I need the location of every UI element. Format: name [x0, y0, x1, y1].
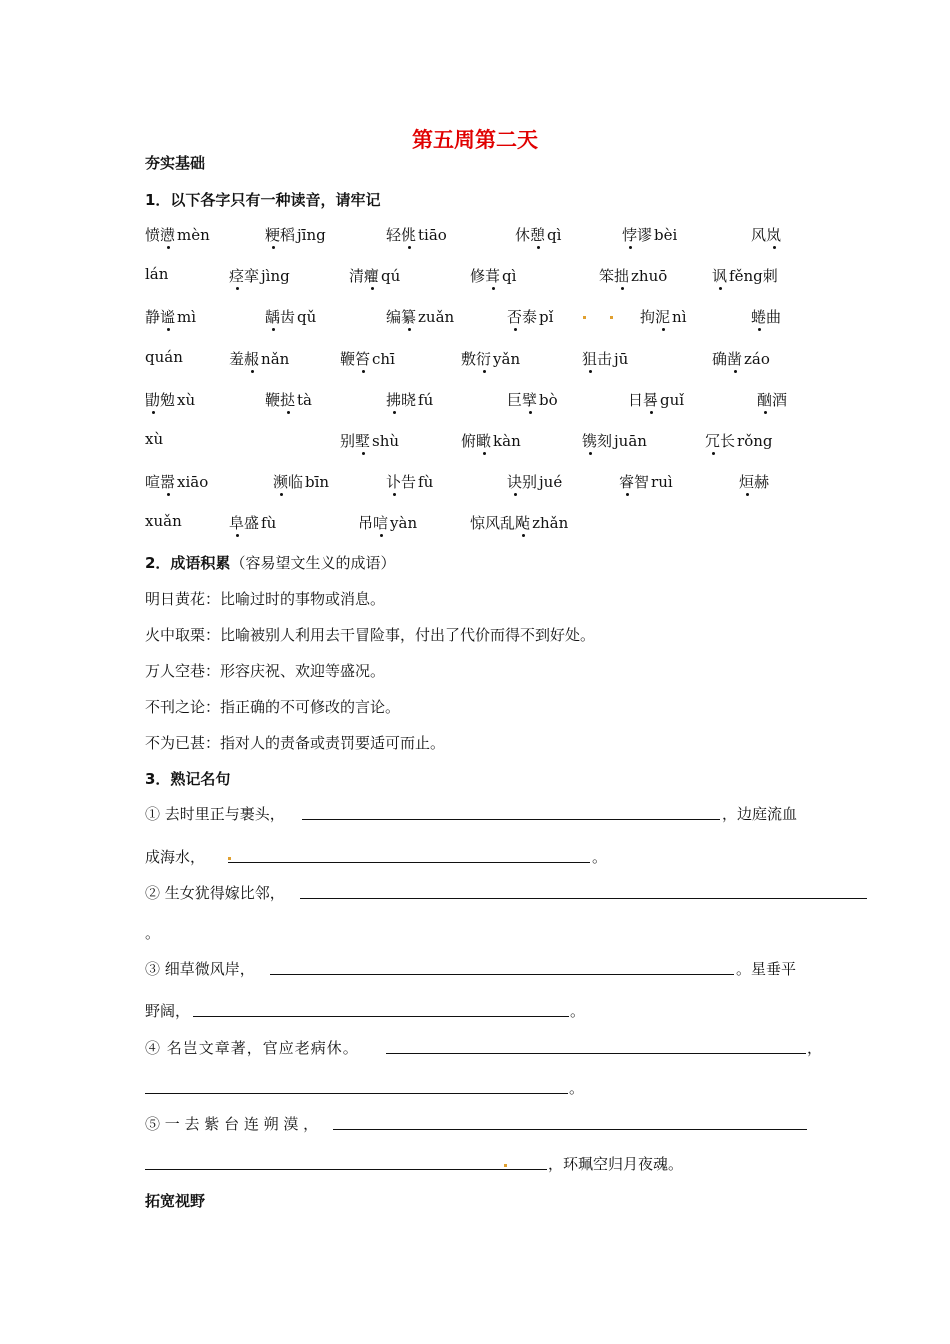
pinyin: yàn [390, 514, 418, 532]
pinyin: fú [418, 391, 434, 409]
word-characters [739, 473, 769, 491]
word-char: 龋 [265, 308, 281, 326]
pinyin: bīn [305, 473, 330, 491]
part1-heading: 1．以下各字只有一种读音，请牢记 [145, 191, 381, 209]
idiom-item: 明日黄花：比喻过时的事物或消息。 [145, 590, 386, 608]
word-characters [340, 350, 370, 368]
word-char: 齿 [280, 308, 296, 326]
word-char: 唁 [373, 514, 389, 532]
pinyin: zhuō [631, 267, 668, 285]
pronunciation-item [265, 389, 312, 410]
word-char: 告 [401, 473, 417, 491]
pronunciation-item [145, 265, 168, 283]
pinyin: ruì [651, 473, 673, 491]
part2-heading [145, 552, 395, 573]
part3-heading: 3．熟记名句 [145, 770, 231, 788]
word-char: 岚 [766, 226, 782, 244]
pronunciation-item [229, 265, 290, 286]
word-characters [349, 267, 379, 285]
pinyin: nǎn [261, 350, 290, 368]
pronunciation-item [386, 471, 433, 492]
word-char: 衍 [476, 350, 492, 368]
word-char: 惊 [470, 514, 486, 532]
pronunciation-item [386, 389, 433, 410]
pinyin: rǒng [737, 432, 773, 450]
word-char: 诀 [507, 473, 523, 491]
word-characters [599, 267, 629, 285]
word-characters [145, 226, 175, 244]
pinyin: qì [502, 267, 517, 285]
pinyin: qǔ [297, 308, 317, 326]
word-char: 鞭 [340, 350, 356, 368]
pronunciation-item [145, 430, 163, 448]
word-char: 痉 [229, 267, 245, 285]
word-characters [229, 514, 259, 532]
word-char: 嚣 [160, 473, 176, 491]
pronunciation-item [340, 430, 399, 451]
pinyin: fù [418, 473, 434, 491]
word-characters [386, 226, 416, 244]
pronunciation-item [265, 224, 326, 245]
word-char: 编 [386, 308, 402, 326]
pronunciation-item [507, 306, 553, 327]
pinyin: tiāo [418, 226, 447, 244]
pronunciation-item [273, 471, 329, 492]
pronunciation-item [145, 348, 183, 366]
word-char: 临 [288, 473, 304, 491]
word-char: 风 [751, 226, 767, 244]
pronunciation-item [582, 348, 628, 369]
word-char: 酗 [757, 391, 773, 409]
pronunciation-item [622, 224, 677, 245]
quote-4-mid: ， [807, 1039, 823, 1057]
quote-1-blank-2 [228, 861, 590, 863]
pinyin: jué [539, 473, 563, 491]
word-char: 确 [712, 350, 728, 368]
pronunciation-item [712, 348, 770, 369]
quote-5-end: ，环珮空归月夜魂。 [548, 1155, 684, 1173]
pronunciation-item [515, 224, 561, 245]
word-char: 阜 [229, 514, 245, 532]
word-characters [265, 226, 295, 244]
word-char: 蜷 [751, 308, 767, 326]
word-char: 镌 [582, 432, 598, 450]
word-characters [751, 308, 781, 326]
pronunciation-item [349, 265, 400, 286]
pronunciation-item [145, 306, 196, 327]
word-char: 喧 [145, 473, 161, 491]
word-char: 拘 [640, 308, 656, 326]
word-char: 擘 [522, 391, 538, 409]
quote-1-start: ① 去时里正与裹头， [145, 805, 285, 823]
stray-mark [610, 316, 613, 319]
pronunciation-item [582, 430, 647, 451]
word-char: 别 [340, 432, 356, 450]
quote-5-blank-2 [145, 1168, 547, 1170]
word-char: 濒 [273, 473, 289, 491]
quote-4-blank-1 [386, 1052, 806, 1054]
word-char: 憩 [530, 226, 546, 244]
quote-2-end: 。 [145, 924, 161, 942]
pronunciation-item [599, 265, 667, 286]
word-char: 巨 [507, 391, 523, 409]
pronunciation-item [145, 471, 208, 492]
quote-3-mid: 。星垂平 [736, 960, 797, 978]
pinyin: bò [539, 391, 558, 409]
pronunciation-item [507, 471, 562, 492]
word-characters [705, 432, 735, 450]
word-char: 愤 [145, 226, 161, 244]
pronunciation-item [340, 348, 395, 369]
word-characters [265, 308, 295, 326]
pronunciation-item [739, 471, 769, 492]
pronunciation-item [619, 471, 673, 492]
quote-1-end: 。 [592, 848, 608, 866]
word-characters [751, 226, 781, 244]
pronunciation-item [386, 306, 454, 327]
pronunciation-item [461, 348, 520, 369]
word-characters [229, 350, 259, 368]
word-char: 轻 [386, 226, 402, 244]
quote-4-blank-2 [145, 1092, 568, 1094]
quote-3-start: ③ 细草微风岸， [145, 960, 255, 978]
quote-2-start: ② 生女犹得嫁比邻， [145, 884, 285, 902]
word-characters [229, 267, 259, 285]
word-char: 狙 [582, 350, 598, 368]
pinyin: lán [145, 265, 169, 283]
word-char: 日 [628, 391, 644, 409]
quote-5-blank-1 [333, 1128, 807, 1130]
word-char: 别 [522, 473, 538, 491]
word-tail: 刺 [762, 267, 778, 285]
word-char: 鞭 [265, 391, 281, 409]
word-char: 笨 [599, 267, 615, 285]
stray-mark [583, 316, 586, 319]
pinyin: qì [547, 226, 562, 244]
page-title: 第五周第二天 [412, 128, 538, 152]
pinyin: xuǎn [145, 512, 182, 530]
word-characters [628, 391, 658, 409]
idiom-item: 不为已甚：指对人的责备或责罚要适可而止。 [145, 734, 446, 752]
pinyin: qú [381, 267, 401, 285]
word-char: 敷 [461, 350, 477, 368]
section-basics-heading: 夯实基础 [145, 154, 206, 172]
word-char: 赫 [754, 473, 770, 491]
word-char: 赧 [244, 350, 260, 368]
word-char: 瞰 [476, 432, 492, 450]
pronunciation-item [265, 306, 316, 327]
word-char: 凿 [727, 350, 743, 368]
word-char: 勖 [145, 391, 161, 409]
pronunciation-item [229, 512, 276, 533]
pinyin: mì [177, 308, 197, 326]
word-char: 讽 [712, 267, 728, 285]
pinyin: fù [261, 514, 277, 532]
pronunciation-item [386, 224, 447, 245]
quote-2-blank [300, 897, 867, 899]
word-characters [507, 391, 537, 409]
pinyin: xiāo [177, 473, 209, 491]
word-char: 讣 [386, 473, 402, 491]
section-expand-heading: 拓宽视野 [145, 1192, 206, 1210]
word-char: 笞 [355, 350, 371, 368]
word-characters [340, 432, 370, 450]
word-characters [712, 350, 742, 368]
stray-mark [504, 1164, 507, 1167]
pinyin: mèn [177, 226, 210, 244]
word-char: 击 [597, 350, 613, 368]
word-char: 长 [720, 432, 736, 450]
word-char: 飐 [515, 514, 531, 532]
pronunciation-item [705, 430, 773, 451]
word-char: 刻 [597, 432, 613, 450]
word-char: 癯 [364, 267, 380, 285]
word-char: 休 [515, 226, 531, 244]
word-char: 晷 [643, 391, 659, 409]
pronunciation-item [470, 265, 516, 286]
word-characters [386, 391, 416, 409]
pinyin: quán [145, 348, 183, 366]
pinyin: jīng [297, 226, 326, 244]
pronunciation-item [229, 348, 289, 369]
word-char: 智 [634, 473, 650, 491]
part2-heading-text: 2．成语积累 [145, 554, 231, 572]
word-char: 拂 [386, 391, 402, 409]
pronunciation-item [757, 389, 787, 410]
idiom-item: 火中取栗：比喻被别人利用去干冒险事，付出了代价而得不到好处。 [145, 626, 596, 644]
word-characters [145, 391, 175, 409]
word-char: 否 [507, 308, 523, 326]
word-characters [507, 473, 537, 491]
word-char: 懑 [160, 226, 176, 244]
word-characters [145, 473, 175, 491]
part2-heading-note: （容易望文生义的成语） [230, 554, 396, 572]
word-characters [640, 308, 670, 326]
word-char: 羞 [229, 350, 245, 368]
pronunciation-item [628, 389, 684, 410]
word-char: 谬 [637, 226, 653, 244]
word-char: 葺 [485, 267, 501, 285]
quote-3-line2: 野阔， [145, 1002, 191, 1020]
word-characters [461, 350, 491, 368]
word-characters [582, 432, 612, 450]
pinyin: guǐ [660, 391, 685, 409]
word-char: 俯 [461, 432, 477, 450]
word-characters [265, 391, 295, 409]
pronunciation-item [507, 389, 558, 410]
pinyin: chī [372, 350, 395, 368]
pinyin: kàn [493, 432, 521, 450]
word-characters [358, 514, 388, 532]
quote-3-blank-2 [193, 1015, 569, 1017]
word-characters [470, 514, 530, 532]
pronunciation-item [145, 224, 210, 245]
quote-1-blank-1 [302, 818, 720, 820]
pronunciation-item [640, 306, 687, 327]
pinyin: yǎn [493, 350, 521, 368]
word-char: 挞 [280, 391, 296, 409]
word-char: 粳 [265, 226, 281, 244]
word-char: 墅 [355, 432, 371, 450]
quote-4-end: 。 [569, 1079, 585, 1097]
word-char: 冗 [705, 432, 721, 450]
word-char: 拙 [614, 267, 630, 285]
pinyin: zuǎn [418, 308, 455, 326]
pronunciation-item [358, 512, 417, 533]
word-char: 睿 [619, 473, 635, 491]
pinyin: shù [372, 432, 400, 450]
pinyin: tà [297, 391, 313, 409]
word-char: 佻 [401, 226, 417, 244]
word-characters [386, 308, 416, 326]
quote-3-blank-1 [270, 973, 734, 975]
word-char: 修 [470, 267, 486, 285]
quote-1-mid: ，边庭流血 [722, 805, 798, 823]
pinyin: jū [614, 350, 629, 368]
pinyin: xù [177, 391, 196, 409]
pronunciation-item [751, 306, 781, 327]
word-characters [582, 350, 612, 368]
pinyin: bèi [654, 226, 678, 244]
quote-4-start: ④ 名岂文章著，官应老病休。 [145, 1039, 359, 1057]
pronunciation-item [751, 224, 781, 245]
quote-3-end: 。 [570, 1002, 586, 1020]
word-char: 稻 [280, 226, 296, 244]
word-char: 吊 [358, 514, 374, 532]
word-char: 悖 [622, 226, 638, 244]
word-characters [757, 391, 787, 409]
pinyin: pǐ [539, 308, 554, 326]
word-char: 泰 [522, 308, 538, 326]
pinyin: xù [145, 430, 164, 448]
word-char: 烜 [739, 473, 755, 491]
pinyin: záo [744, 350, 770, 368]
pinyin: jìng [261, 267, 290, 285]
stray-mark [228, 857, 231, 860]
word-char: 盛 [244, 514, 260, 532]
word-char: 酒 [772, 391, 788, 409]
word-characters [515, 226, 545, 244]
idiom-item: 万人空巷：形容庆祝、欢迎等盛况。 [145, 662, 386, 680]
pinyin: juān [614, 432, 647, 450]
pinyin: fěng [729, 267, 763, 285]
word-characters [145, 308, 175, 326]
word-char: 挛 [244, 267, 260, 285]
pinyin: nì [672, 308, 687, 326]
idiom-item: 不刊之论：指正确的不可修改的言论。 [145, 698, 401, 716]
word-characters [461, 432, 491, 450]
pronunciation-item [145, 512, 182, 530]
quote-5-start: ⑤ 一 去 紫 台 连 朔 漠 ， [145, 1115, 319, 1133]
word-char: 乱 [500, 514, 516, 532]
word-char: 纂 [401, 308, 417, 326]
word-char: 谧 [160, 308, 176, 326]
pronunciation-item [145, 389, 195, 410]
word-characters [273, 473, 303, 491]
pinyin: zhǎn [532, 514, 569, 532]
word-char: 清 [349, 267, 365, 285]
quote-1-line2: 成海水， [145, 848, 206, 866]
word-characters [622, 226, 652, 244]
pronunciation-item [470, 512, 568, 533]
pronunciation-item [712, 265, 778, 286]
word-char: 晓 [401, 391, 417, 409]
word-char: 风 [485, 514, 501, 532]
word-characters [470, 267, 500, 285]
pronunciation-item [461, 430, 521, 451]
word-char: 勉 [160, 391, 176, 409]
word-char: 曲 [766, 308, 782, 326]
word-characters [507, 308, 537, 326]
word-char: 静 [145, 308, 161, 326]
word-characters [386, 473, 416, 491]
word-characters [712, 267, 727, 285]
word-characters [619, 473, 649, 491]
word-char: 泥 [655, 308, 671, 326]
